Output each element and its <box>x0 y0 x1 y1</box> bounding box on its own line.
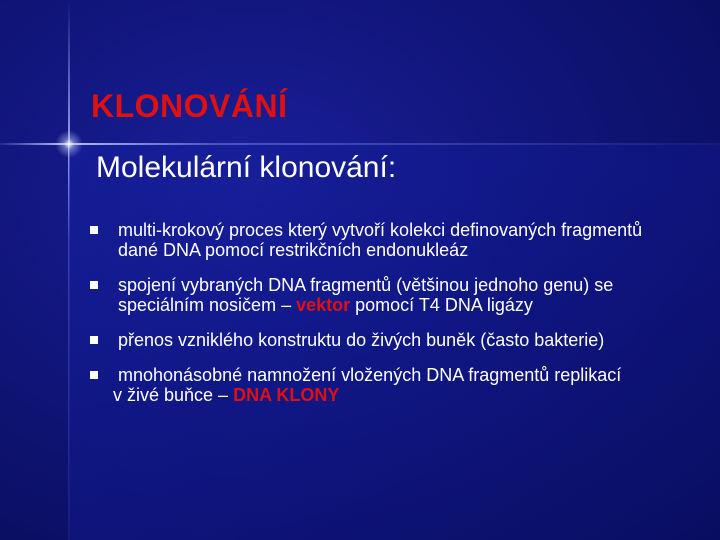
bullet-text-line: přenos vzniklého konstruktu do živých buněk (často bakterie) <box>118 330 605 350</box>
highlight-term: vektor <box>296 295 351 315</box>
slide-title: KLONOVÁNÍ <box>91 88 288 124</box>
decorative-star-glow <box>54 129 84 159</box>
square-bullet-icon <box>90 226 98 234</box>
bullet-text-segment: speciálním nosičem – <box>118 295 297 315</box>
bullet-text-segment: pomocí T4 DNA ligázy <box>350 295 533 315</box>
bullet-text-segment: v živé buňce – <box>113 385 234 405</box>
bullet-item <box>88 220 708 260</box>
bullet-item <box>88 330 708 350</box>
bullet-text-line: mnohonásobné namnožení vložených DNA fragmentů replikací <box>118 365 622 385</box>
bullet-text-line <box>113 385 708 405</box>
highlight-term: DNA KLONY <box>233 385 340 405</box>
bullet-item <box>88 275 708 315</box>
bullet-text-line: multi-krokový proces který vytvoří kolekci definovaných fragmentů <box>118 220 643 240</box>
square-bullet-icon <box>90 281 98 289</box>
square-bullet-icon <box>90 336 98 344</box>
bullet-text-line: dané DNA pomocí restrikčních endonukleáz <box>118 240 469 260</box>
decorative-horizontal-line <box>0 143 720 145</box>
slide-subtitle: Molekulární klonování: <box>96 151 397 184</box>
bullet-text-line <box>118 295 708 315</box>
bullet-text-line: spojení vybraných DNA fragmentů (většinou jednoho genu) se <box>118 275 614 295</box>
square-bullet-icon <box>90 371 98 379</box>
bullet-list <box>88 220 708 420</box>
bullet-item <box>88 365 708 405</box>
